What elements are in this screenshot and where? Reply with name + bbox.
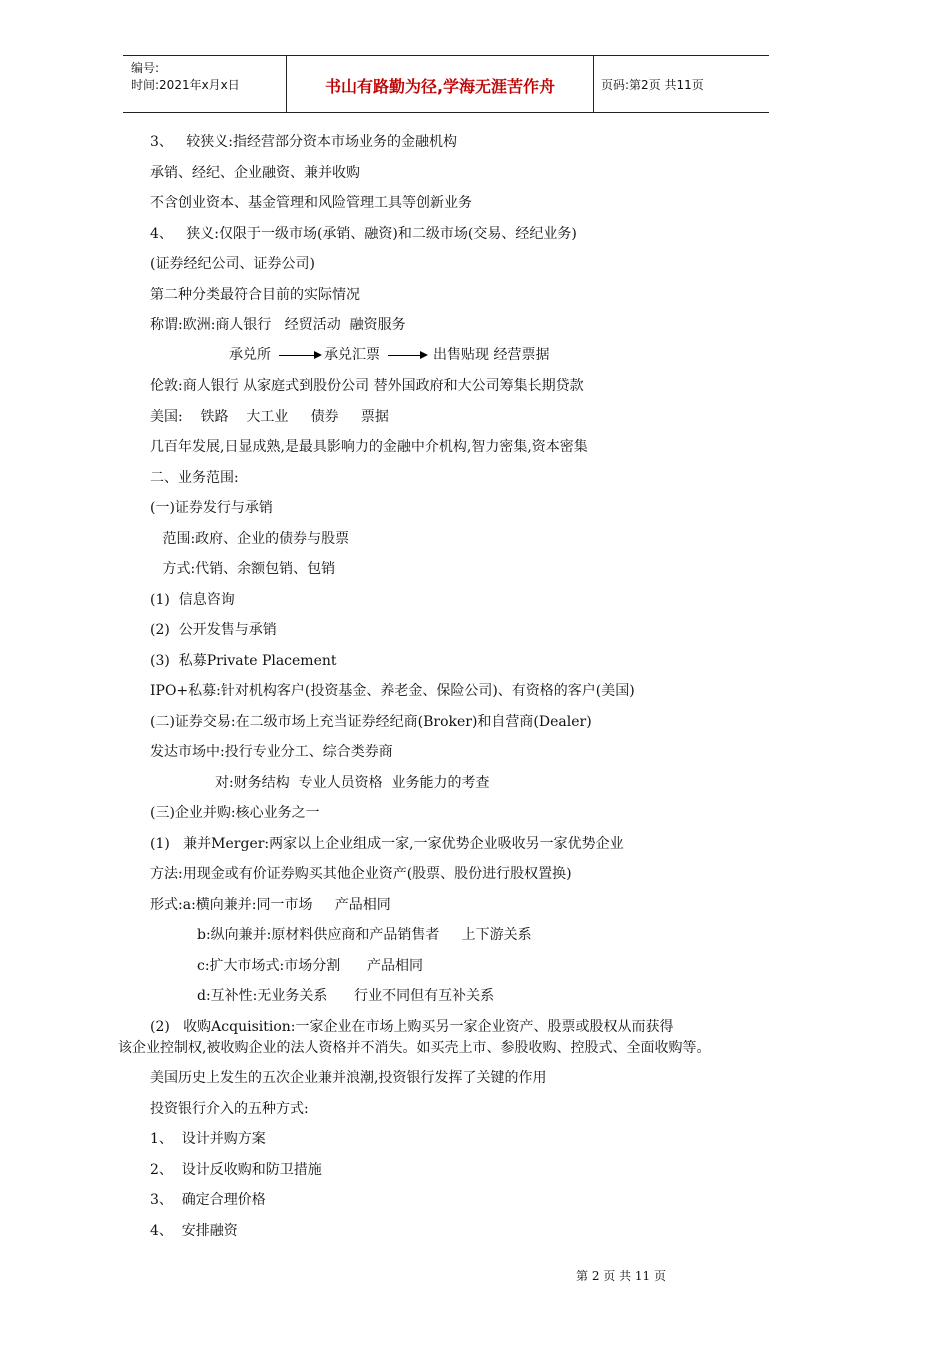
text-line: 美国历史上发生的五次企业兼并浪潮,投资银行发挥了关键的作用 [150, 1070, 547, 1086]
list-item: (3) 私募Private Placement [150, 653, 337, 669]
flow-step-acceptance-bill: 承兑汇票 [324, 347, 380, 363]
page-header [123, 55, 769, 113]
time-label: 时间:2021年x月x日 [131, 78, 240, 92]
text-line: (证券经纪公司、证券公司) [150, 256, 315, 272]
text-line: 称谓:欧洲:商人银行 经贸活动 融资服务 [150, 317, 406, 333]
arrow-line [279, 355, 315, 356]
motto: 书山有路勤为径,学海无涯苦作舟 [324, 77, 556, 96]
list-item: (1) 信息咨询 [150, 592, 235, 608]
text-line: 不含创业资本、基金管理和风险管理工具等创新业务 [150, 195, 472, 211]
text-line: 美国: 铁路 大工业 债券 票据 [150, 409, 389, 425]
text-line: 该企业控制权,被收购企业的法人资格并不消失。如买壳上市、参股收购、控股式、全面收购等。 [118, 1040, 711, 1056]
list-item: (2) 公开发售与承销 [150, 622, 277, 638]
flow-step-discount: 出售贴现 经营票据 [433, 347, 550, 363]
text-line: 对:财务结构 专业人员资格 业务能力的考查 [215, 775, 490, 791]
page-footer [0, 1267, 950, 1284]
subsection-heading: (三)企业并购:核心业务之一 [150, 805, 320, 821]
text-line: d:互补性:无业务关系 行业不同但有互补关系 [197, 988, 495, 1004]
header-motto-cell [286, 56, 594, 112]
text-line: 发达市场中:投行专业分工、综合类券商 [150, 744, 393, 760]
text-line: 3、 较狭义:指经营部分资本市场业务的金融机构 [150, 134, 457, 150]
subsection-heading: (一)证券发行与承销 [150, 500, 273, 516]
text-line: IPO+私募:针对机构客户(投资基金、养老金、保险公司)、有资格的客户(美国) [150, 683, 635, 699]
subsection-heading: (二)证券交易:在二级市场上充当证券经纪商(Broker)和自营商(Dealer) [150, 714, 592, 730]
text-line: 伦敦:商人银行 从家庭式到股份公司 替外国政府和大公司筹集长期贷款 [150, 378, 584, 394]
list-item: 3、 确定合理价格 [150, 1192, 266, 1208]
code-label: 编号: [131, 61, 160, 75]
section-heading: 二、业务范围: [150, 470, 239, 486]
list-item: (2) 收购Acquisition:一家企业在市场上购买另一家企业资产、股票或股权从而获得 [150, 1019, 674, 1035]
text-line: 投资银行介入的五种方式: [150, 1101, 309, 1117]
list-item: (1) 兼并Merger:两家以上企业组成一家,一家优势企业吸收另一家优势企业 [150, 836, 624, 852]
header-info-cell [123, 56, 286, 112]
list-item: 4、 安排融资 [150, 1223, 238, 1239]
arrow-line [388, 355, 421, 356]
text-line: 范围:政府、企业的债券与股票 [158, 531, 350, 547]
list-item: 2、 设计反收购和防卫措施 [150, 1162, 322, 1178]
text-line: c:扩大市场式:市场分割 产品相同 [197, 958, 423, 974]
text-line: 第二种分类最符合目前的实际情况 [150, 287, 360, 303]
text-line: 方式:代销、余额包销、包销 [158, 561, 336, 577]
list-item: 1、 设计并购方案 [150, 1131, 266, 1147]
arrow-right-icon [314, 351, 322, 359]
footer-page-number: 第 2 页 共 11 页 [576, 1269, 666, 1283]
header-page-cell [593, 56, 769, 112]
page-label: 页码:第2页 共11页 [601, 78, 704, 92]
flow-step-acceptance-house: 承兑所 [229, 347, 271, 363]
arrow-right-icon [420, 351, 428, 359]
text-line: 方法:用现金或有价证券购买其他企业资产(股票、股份进行股权置换) [150, 866, 572, 882]
text-line: 4、 狭义:仅限于一级市场(承销、融资)和二级市场(交易、经纪业务) [150, 226, 577, 242]
text-line: 承销、经纪、企业融资、兼并收购 [150, 165, 360, 181]
text-line: 形式:a:横向兼并:同一市场 产品相同 [150, 897, 391, 913]
text-line: b:纵向兼并:原材料供应商和产品销售者 上下游关系 [197, 927, 532, 943]
text-line: 几百年发展,日显成熟,是最具影响力的金融中介机构,智力密集,资本密集 [150, 439, 588, 455]
